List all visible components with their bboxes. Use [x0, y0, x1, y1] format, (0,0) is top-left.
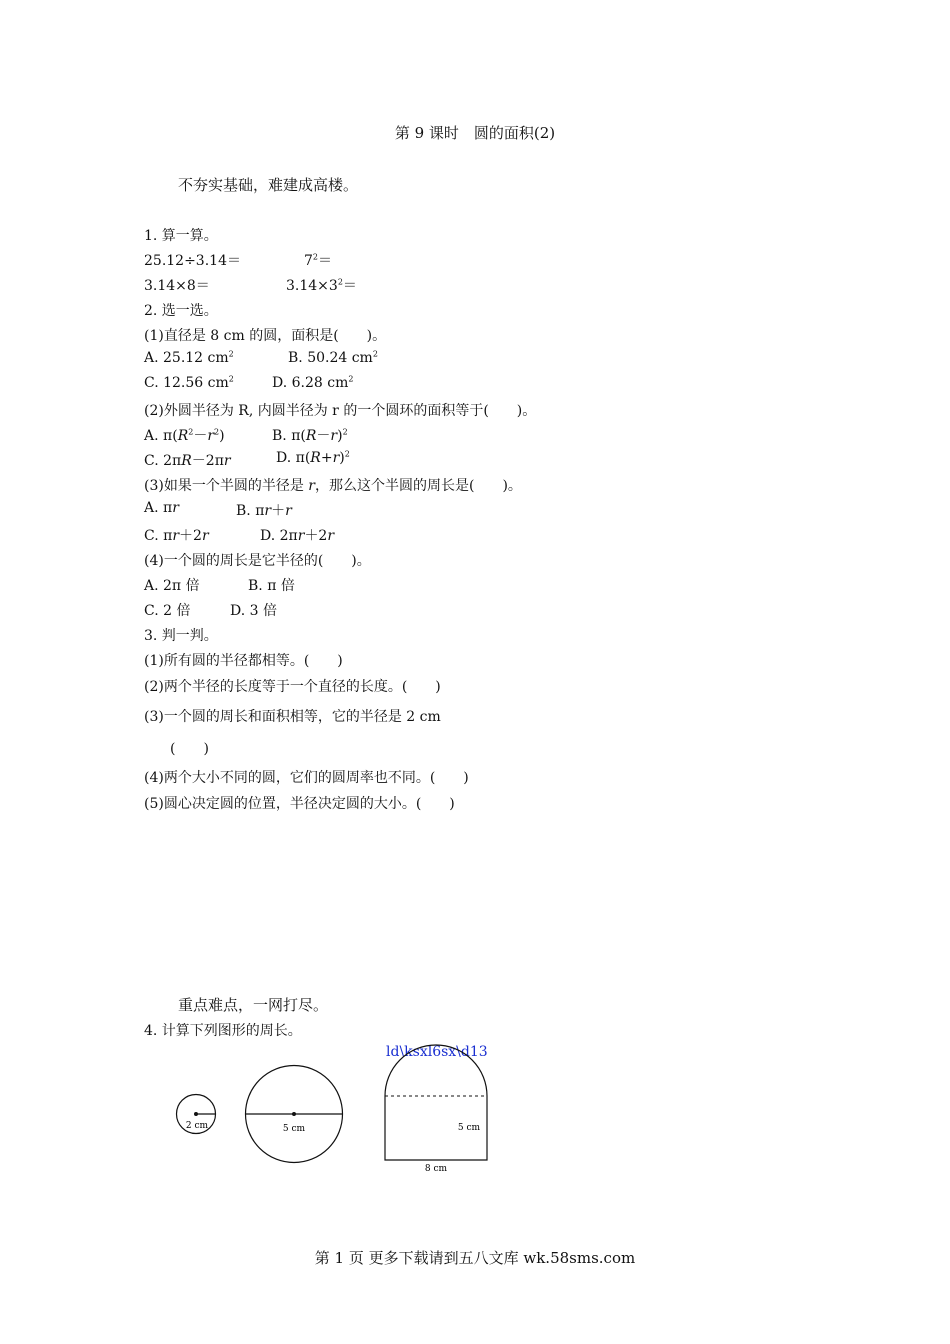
q2-2-option-a: A. $\pi(R^2-r^2)$: [144, 427, 225, 444]
q2-1-option-c: C. 12.56 $cm^2$: [144, 374, 234, 391]
q3-item-1: (1)所有圆的半径都相等。( ): [144, 653, 343, 669]
motto-key-points: 重点难点，一网打尽。: [178, 996, 329, 1014]
page-footer: 第 1 页 更多下载请到五八文库 wk.58sms.com: [314, 1249, 636, 1267]
q3-item-5: (5)圆心决定圆的位置，半径决定圆的大小。( ): [144, 796, 455, 812]
q1-calc-3: 3.14×8＝: [144, 278, 210, 294]
figure-rectangle-semicircle: [385, 1045, 487, 1174]
small-circle-radius-label: 2 cm: [185, 1121, 209, 1131]
q1-label: 1. 算一算。: [144, 228, 218, 244]
q2-3-option-b: B. πr＋r: [236, 503, 292, 519]
q2-4-stem: (4)一个圆的周长是它半径的( )。: [144, 553, 371, 569]
perimeter-figures: [0, 1040, 950, 1190]
q2-4-option-a: A. 2π 倍: [144, 578, 200, 594]
q2-1-option-a: A. 25.12 $cm^2$: [144, 349, 234, 366]
q2-2-stem: (2)外圆半径为 R, 内圆半径为 r 的一个圆环的面积等于( )。: [144, 403, 537, 419]
figure-small-circle: [177, 1095, 216, 1134]
q2-3-stem: (3)如果一个半圆的半径是 r，那么这个半圆的周长是( )。: [144, 478, 522, 494]
q2-3-option-a: A. πr: [144, 500, 179, 516]
q3-item-4: (4)两个大小不同的圆，它们的圆周率也不同。( ): [144, 770, 469, 786]
q4-label: 4. 计算下列图形的周长。: [144, 1023, 302, 1039]
q2-1-option-d: D. 6.28 $cm^2$: [272, 374, 354, 391]
q2-4-option-c: C. 2 倍: [144, 603, 191, 619]
q1-calc-2: $7^2=$: [304, 252, 333, 269]
q3-label: 3. 判一判。: [144, 628, 218, 644]
q2-2-option-b: B. $\pi(R-r)^2$: [272, 427, 348, 444]
q1-calc-1: 25.12÷3.14＝: [144, 253, 241, 269]
q2-3-option-c: C. πr＋2r: [144, 528, 209, 544]
q2-2-option-d: D. $\pi(R+r)^2$: [276, 449, 350, 466]
q2-label: 2. 选一选。: [144, 303, 218, 319]
large-circle-diameter-label: 5 cm: [282, 1124, 306, 1134]
q2-2-option-c: C. 2πR－2πr: [144, 453, 231, 469]
q2-1-option-b: B. 50.24 $cm^2$: [288, 349, 378, 366]
rectangle-width-label: 8 cm: [424, 1164, 448, 1174]
q2-4-option-d: D. 3 倍: [230, 603, 277, 619]
motto-basic: 不夯实基础，难建成高楼。: [178, 176, 359, 194]
q3-item-3: (3)一个圆的周长和面积相等，它的半径是 2 cm: [144, 709, 441, 725]
q2-3-option-d: D. 2πr＋2r: [260, 528, 335, 544]
q1-calc-4: $3.14\times 3^2=$: [286, 277, 357, 294]
q3-item-2: (2)两个半径的长度等于一个直径的长度。( ): [144, 679, 441, 695]
rectangle-height-label: 5 cm: [457, 1123, 481, 1133]
q2-4-option-b: B. π 倍: [248, 578, 295, 594]
q2-1-stem: (1)直径是 8 cm 的圆，面积是( )。: [144, 328, 387, 344]
q3-item-3-blank: ( ): [170, 741, 209, 757]
figure-large-circle: [246, 1066, 343, 1163]
watermark: ld\ksxl6sx\d13: [386, 1044, 488, 1060]
page-title: 第 9 课时 圆的面积(2): [394, 124, 556, 142]
